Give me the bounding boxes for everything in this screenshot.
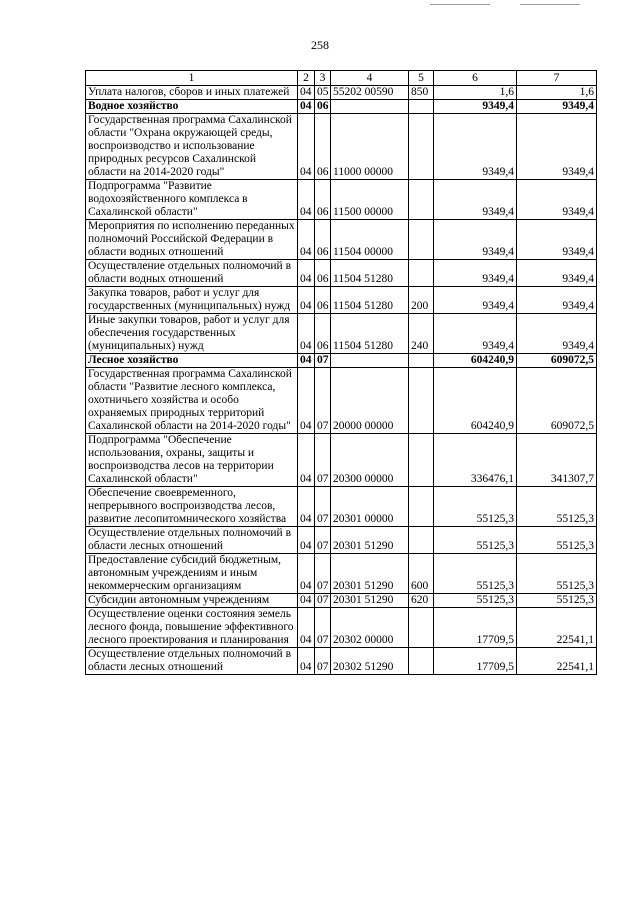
expense-type-cell [409,487,434,527]
row-name-cell: Подпрограмма "Развитие водохозяйственного комплекса в Сахалинской области" [86,180,298,220]
amount-year2-cell: 55125,3 [517,527,597,554]
expense-type-cell: 620 [409,594,434,608]
column-header: 2 [298,71,315,86]
amount-year1-cell: 9349,4 [434,180,517,220]
target-article-cell: 11504 51280 [331,314,409,354]
column-header: 7 [517,71,597,86]
row-name-cell: Обеспечение своевременного, непрерывного воспроизводства лесов, развитие лесопитомнического хозяйства [86,487,298,527]
table-row [86,220,597,260]
target-article-cell: 11000 00000 [331,114,409,180]
column-header: 4 [331,71,409,86]
row-name-cell: Государственная программа Сахалинской области "Охрана окружающей среды, воспроизводство и использование природных ресурсов Сахалинской области на 2014-2020 годы" [86,114,298,180]
expense-type-cell [409,180,434,220]
subsection-code-cell: 07 [315,434,331,487]
column-header: 1 [86,71,298,86]
expense-type-cell [409,527,434,554]
section-code-cell: 04 [298,527,315,554]
amount-year1-cell: 55125,3 [434,527,517,554]
row-name-cell: Осуществление отдельных полномочий в области лесных отношений [86,648,298,675]
amount-year2-cell: 9349,4 [517,287,597,314]
table-row [86,354,597,368]
expense-type-cell [409,260,434,287]
subsection-code-cell: 06 [315,100,331,114]
section-code-cell: 04 [298,554,315,594]
amount-year1-cell: 55125,3 [434,594,517,608]
amount-year1-cell: 9349,4 [434,314,517,354]
amount-year1-cell: 17709,5 [434,608,517,648]
section-code-cell: 04 [298,434,315,487]
section-code-cell: 04 [298,260,315,287]
table-header-row [86,71,597,86]
row-name-cell: Осуществление оценки состояния земель лесного фонда, повышение эффективного лесного проектирования и планирования [86,608,298,648]
section-code-cell: 04 [298,287,315,314]
budget-table [85,70,597,675]
subsection-code-cell: 07 [315,554,331,594]
table-row [86,287,597,314]
table-row [86,114,597,180]
target-article-cell: 20301 00000 [331,487,409,527]
subsection-code-cell: 07 [315,594,331,608]
expense-type-cell [409,608,434,648]
expense-type-cell [409,648,434,675]
scan-edge-line [430,4,490,5]
subsection-code-cell: 06 [315,180,331,220]
amount-year1-cell: 17709,5 [434,648,517,675]
amount-year1-cell: 9349,4 [434,114,517,180]
target-article-cell: 20302 51290 [331,648,409,675]
table-body [86,86,597,675]
row-name-cell: Подпрограмма "Обеспечение использования, охраны, защиты и воспроизводства лесов на территории Сахалинской области" [86,434,298,487]
table-row [86,648,597,675]
subsection-code-cell: 05 [315,86,331,100]
expense-type-cell [409,114,434,180]
amount-year1-cell: 9349,4 [434,260,517,287]
section-code-cell: 04 [298,114,315,180]
row-name-cell: Водное хозяйство [86,100,298,114]
subsection-code-cell: 07 [315,648,331,675]
table-row [86,434,597,487]
amount-year1-cell: 9349,4 [434,287,517,314]
subsection-code-cell: 07 [315,487,331,527]
table-row [86,527,597,554]
section-code-cell: 04 [298,220,315,260]
target-article-cell: 11504 51280 [331,260,409,287]
section-code-cell: 04 [298,314,315,354]
expense-type-cell [409,220,434,260]
amount-year2-cell: 55125,3 [517,594,597,608]
amount-year2-cell: 9349,4 [517,314,597,354]
expense-type-cell: 600 [409,554,434,594]
target-article-cell: 20301 51290 [331,527,409,554]
target-article-cell: 20000 00000 [331,368,409,434]
target-article-cell: 20301 51290 [331,554,409,594]
amount-year2-cell: 1,6 [517,86,597,100]
amount-year2-cell: 9349,4 [517,180,597,220]
amount-year2-cell: 9349,4 [517,260,597,287]
amount-year2-cell: 341307,7 [517,434,597,487]
row-name-cell: Лесное хозяйство [86,354,298,368]
expense-type-cell: 240 [409,314,434,354]
section-code-cell: 04 [298,180,315,220]
section-code-cell: 04 [298,594,315,608]
page-number: 258 [311,38,329,52]
amount-year1-cell: 55125,3 [434,554,517,594]
target-article-cell: 20300 00000 [331,434,409,487]
target-article-cell: 20301 51290 [331,594,409,608]
section-code-cell: 04 [298,100,315,114]
row-name-cell: Иные закупки товаров, работ и услуг для обеспечения государственных (муниципальных) нужд [86,314,298,354]
amount-year2-cell: 9349,4 [517,114,597,180]
expense-type-cell: 850 [409,86,434,100]
target-article-cell [331,100,409,114]
amount-year2-cell: 609072,5 [517,354,597,368]
target-article-cell: 20302 00000 [331,608,409,648]
section-code-cell: 04 [298,354,315,368]
expense-type-cell [409,100,434,114]
subsection-code-cell: 07 [315,354,331,368]
section-code-cell: 04 [298,608,315,648]
table-row [86,487,597,527]
target-article-cell: 11504 51280 [331,287,409,314]
subsection-code-cell: 06 [315,260,331,287]
amount-year1-cell: 9349,4 [434,220,517,260]
amount-year2-cell: 55125,3 [517,487,597,527]
table-row [86,260,597,287]
subsection-code-cell: 06 [315,314,331,354]
column-header: 3 [315,71,331,86]
column-header: 5 [409,71,434,86]
row-name-cell: Предоставление субсидий бюджетным, автономным учреждениям и иным некоммерческим организациям [86,554,298,594]
subsection-code-cell: 07 [315,608,331,648]
target-article-cell: 11500 00000 [331,180,409,220]
amount-year1-cell: 336476,1 [434,434,517,487]
column-header: 6 [434,71,517,86]
row-name-cell: Субсидии автономным учреждениям [86,594,298,608]
amount-year1-cell: 55125,3 [434,487,517,527]
subsection-code-cell: 07 [315,527,331,554]
row-name-cell: Государственная программа Сахалинской области "Развитие лесного комплекса, охотничьего хозяйства и особо охраняемых природных территорий Сахалинской области на 2014-2020 годы" [86,368,298,434]
table-row [86,180,597,220]
amount-year2-cell: 609072,5 [517,368,597,434]
target-article-cell [331,354,409,368]
amount-year1-cell: 604240,9 [434,368,517,434]
table-row [86,554,597,594]
expense-type-cell [409,368,434,434]
target-article-cell: 55202 00590 [331,86,409,100]
amount-year1-cell: 9349,4 [434,100,517,114]
table-row [86,100,597,114]
table-row [86,314,597,354]
section-code-cell: 04 [298,648,315,675]
expense-type-cell [409,354,434,368]
row-name-cell: Мероприятия по исполнению переданных полномочий Российской Федерации в области водных отношений [86,220,298,260]
table-row [86,368,597,434]
amount-year2-cell: 9349,4 [517,100,597,114]
amount-year2-cell: 22541,1 [517,648,597,675]
target-article-cell: 11504 00000 [331,220,409,260]
expense-type-cell: 200 [409,287,434,314]
row-name-cell: Уплата налогов, сборов и иных платежей [86,86,298,100]
section-code-cell: 04 [298,86,315,100]
subsection-code-cell: 07 [315,368,331,434]
table-row [86,86,597,100]
subsection-code-cell: 06 [315,114,331,180]
table-row [86,608,597,648]
subsection-code-cell: 06 [315,220,331,260]
section-code-cell: 04 [298,368,315,434]
amount-year1-cell: 604240,9 [434,354,517,368]
amount-year2-cell: 9349,4 [517,220,597,260]
amount-year1-cell: 1,6 [434,86,517,100]
amount-year2-cell: 55125,3 [517,554,597,594]
section-code-cell: 04 [298,487,315,527]
expense-type-cell [409,434,434,487]
row-name-cell: Осуществление отдельных полномочий в области лесных отношений [86,527,298,554]
row-name-cell: Осуществление отдельных полномочий в области водных отношений [86,260,298,287]
scan-edge-line [520,4,580,5]
table-row [86,594,597,608]
row-name-cell: Закупка товаров, работ и услуг для государственных (муниципальных) нужд [86,287,298,314]
subsection-code-cell: 06 [315,287,331,314]
amount-year2-cell: 22541,1 [517,608,597,648]
